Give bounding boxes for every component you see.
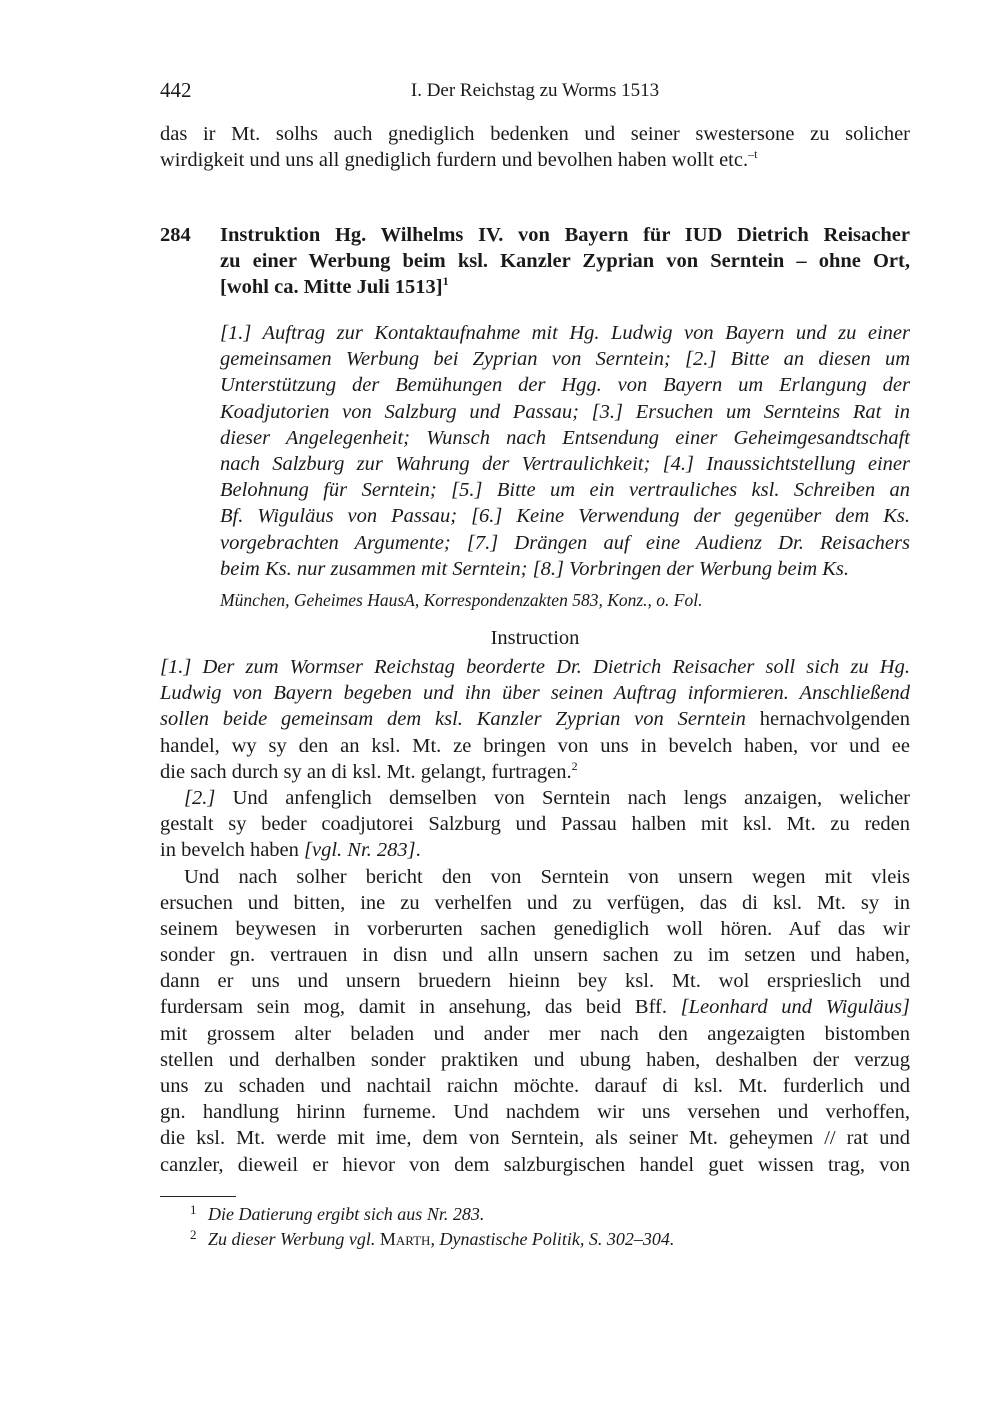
text-line <box>160 942 910 968</box>
text-segment: die ksl. Mt. werde mit ime, dem von Serntein, als seiner Mt. geheymen // rat und <box>160 1127 910 1150</box>
text-segment: gn. handlung hirinn furneme. Und nachdem wir uns versehen und verhoffen, <box>160 1101 910 1124</box>
footnote-number: 2 <box>190 1227 197 1242</box>
text-segment: in bevelch haben <box>160 839 305 862</box>
text-segment: Belohnung für Serntein; [5.] Bitte um ein vertrauliches ksl. Schreiben an <box>220 479 910 502</box>
text-segment: [vgl. Nr. 283] <box>304 839 416 862</box>
text-segment: Koadjutorien von Salzburg und Passau; [3.] Ersuchen um Sernteins Rat in <box>220 400 910 423</box>
text-line <box>160 916 910 942</box>
text-line <box>160 1073 910 1099</box>
text-line <box>220 503 910 529</box>
text-line <box>220 477 910 503</box>
section-heading: Instruction <box>490 627 580 649</box>
text-line <box>160 733 910 759</box>
text-segment: Unterstützung der Bemühungen der Hgg. von Bayern um Erlangung der <box>220 374 910 397</box>
text-line <box>160 680 910 706</box>
text-segment: wirdigkeit und uns all gnediglich furdern und bevolhen haben wollt etc. <box>160 149 749 172</box>
text-line <box>220 399 910 425</box>
text-segment: mit grossem alter beladen und ander mer nach den angezaigten bistomben <box>160 1022 910 1045</box>
text-line <box>220 530 910 556</box>
text-segment: Und anfenglich demselben von Serntein nach lengs anzaigen, welicher <box>215 786 910 809</box>
text-segment: ersuchen und bitten, ine zu verhelfen und zu verfügen, das di ksl. Mt. sy in <box>160 891 910 914</box>
footnote-rule <box>160 1196 236 1197</box>
text-segment: sonder gn. vertrauen in disn und alln unsern sachen zu im setzen und haben, <box>160 944 910 967</box>
text-line <box>220 222 910 248</box>
text-segment: [1.] Der zum Wormser Reichstag beorderte Dr. Dietrich Reisacher soll sich zu Hg. <box>160 656 910 678</box>
text-line <box>220 451 910 477</box>
regest <box>220 320 910 582</box>
text-segment: , <box>430 1229 440 1249</box>
page-number: 442 <box>160 78 192 102</box>
text-segment: seinem beywesen in vorberurten sachen genediglich woll hören. Auf das wir <box>160 917 910 940</box>
text-line <box>160 759 910 785</box>
text-segment: furdersam sein mog, damit in ansehung, das beid Bff. <box>160 996 681 1019</box>
text-line <box>160 121 910 147</box>
text-line <box>160 890 910 916</box>
text-line <box>220 248 910 274</box>
text-line <box>160 811 910 837</box>
text-segment: Die Datierung ergibt sich aus Nr. 283. <box>208 1204 485 1224</box>
footnote <box>190 1229 674 1250</box>
text-segment: dann er uns und unsern bruedern hieinn bey ksl. Mt. wol ersprieslich und <box>160 970 910 993</box>
text-line <box>160 706 910 732</box>
text-segment: [Leonhard und Wiguläus] <box>680 996 910 1019</box>
source-note: München, Geheimes HausA, Korrespondenzakten 583, Konz., o. Fol. <box>220 590 703 610</box>
text-segment: Instruktion Hg. Wilhelms IV. von Bayern für IUD Dietrich Reisacher <box>220 224 910 246</box>
text-line <box>160 1152 910 1178</box>
text-segment: stellen und derhalben sonder praktiken und ubung haben, deshalben der verzug <box>160 1048 910 1071</box>
text-segment: uns zu schaden und nachtail raichn möchte. darauf di ksl. Mt. furderlich und <box>160 1075 910 1097</box>
body-text <box>160 654 910 1178</box>
text-segment: . <box>415 839 421 862</box>
text-line <box>220 274 910 300</box>
text-segment: hernachvolgenden <box>745 708 910 731</box>
text-line <box>160 1047 910 1073</box>
text-segment: vorgebrachten Argumente; [7.] Drängen auf eine Audienz Dr. Reisachers <box>220 531 910 554</box>
text-segment: Bf. Wiguläus von Passau; [6.] Keine Verwendung der gegenüber dem Ks. <box>220 505 910 528</box>
text-segment: Dynastische Politik, S. 302–304. <box>439 1229 675 1249</box>
page-header <box>160 78 910 108</box>
document-number: 284 <box>160 224 191 246</box>
text-segment: Ludwig von Bayern begeben und ihn über seinen Auftrag informieren. Anschließend <box>160 682 910 705</box>
text-segment: [2.] <box>184 786 216 809</box>
footnote-marker: –t <box>748 147 758 162</box>
text-line <box>160 147 910 173</box>
footnote-marker: 1 <box>442 274 449 289</box>
footnote-number: 1 <box>190 1202 197 1217</box>
text-segment: sollen beide gemeinsam dem ksl. Kanzler Zyprian von Serntein <box>160 708 746 731</box>
text-segment: Zu dieser Werbung vgl. <box>208 1229 380 1249</box>
document-title <box>220 222 910 301</box>
text-segment: Und nach solher bericht den von Serntein von unsern wegen mit vleis <box>184 865 910 888</box>
text-line <box>160 1021 910 1047</box>
text-segment: handel, wy sy den an ksl. Mt. ze bringen von uns in bevelch haben, vor und ee <box>160 734 910 757</box>
text-segment: die sach durch sy an di ksl. Mt. gelangt, furtragen. <box>160 760 572 783</box>
running-title: I. Der Reichstag zu Worms 1513 <box>410 80 660 101</box>
text-line <box>160 785 910 811</box>
text-segment: nach Salzburg zur Wahrung der Vertraulichkeit; [4.] Inaussichtstellung einer <box>220 452 910 475</box>
text-line <box>220 556 910 582</box>
text-line <box>160 994 910 1020</box>
text-line <box>160 654 910 680</box>
text-line <box>160 968 910 994</box>
text-line <box>160 1125 910 1151</box>
text-segment: canzler, dieweil er hievor von dem salzburgischen handel guet wissen trag, von <box>160 1153 910 1176</box>
text-line <box>160 1099 910 1125</box>
text-segment: [wohl ca. Mitte Juli 1513] <box>220 276 443 299</box>
intro-paragraph <box>160 121 910 173</box>
footnote-marker: 2 <box>571 758 578 773</box>
text-segment: [1.] Auftrag zur Kontaktaufnahme mit Hg. Ludwig von Bayern und zu einer <box>220 322 910 344</box>
text-line <box>160 864 910 890</box>
text-segment: zu einer Werbung beim ksl. Kanzler Zyprian von Serntein – ohne Ort, <box>220 250 910 273</box>
text-line <box>220 372 910 398</box>
text-segment: das ir Mt. solhs auch gnediglich bedenken und seiner swestersone zu solicher <box>160 123 910 145</box>
text-segment: gestalt sy beder coadjutorei Salzburg und Passau halben mit ksl. Mt. zu reden <box>160 813 910 836</box>
text-line <box>220 425 910 451</box>
footnote <box>190 1204 484 1225</box>
text-segment: gemeinsamen Werbung bei Zyprian von Serntein; [2.] Bitte an diesen um <box>220 348 910 371</box>
text-line <box>220 320 910 346</box>
text-line <box>220 346 910 372</box>
text-segment: dieser Angelegenheit; Wunsch nach Entsendung einer Geheimgesandtschaft <box>220 426 910 449</box>
text-segment: Marth <box>379 1229 431 1249</box>
text-line <box>160 837 910 863</box>
text-segment: beim Ks. nur zusammen mit Serntein; [8.] Vorbringen der Werbung beim Ks. <box>220 557 850 580</box>
